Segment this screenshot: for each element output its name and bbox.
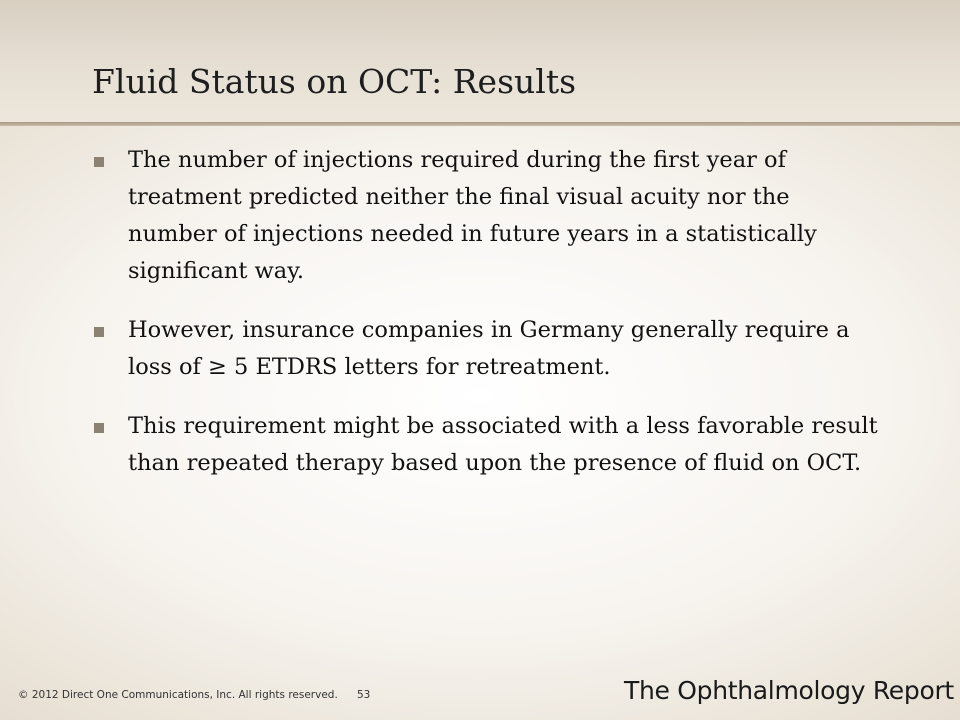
title-divider — [0, 122, 960, 126]
publisher-logo: The Ophthalmology Report — [624, 676, 954, 705]
footer-copyright: © 2012 Direct One Communications, Inc. All rights reserved. — [18, 689, 338, 701]
square-bullet-icon — [94, 423, 104, 433]
page-number: 53 — [357, 689, 371, 701]
slide-title: Fluid Status on OCT: Results — [92, 62, 577, 101]
square-bullet-icon — [94, 327, 104, 337]
bullet-list — [92, 142, 882, 504]
square-bullet-icon — [94, 157, 104, 167]
bullet-text: The number of injections required during the first year of treatment predicted neither the final visual acuity nor the number of injections needed in future years in a statistically significant way. — [128, 147, 817, 284]
bullet-text: However, insurance companies in Germany generally require a loss of ≥ 5 ETDRS letters for retreatment. — [128, 317, 850, 380]
bullet-item — [92, 408, 882, 482]
bullet-item — [92, 142, 882, 290]
bullet-text: This requirement might be associated with a less favorable result than repeated therapy based upon the presence of fluid on OCT. — [128, 413, 878, 476]
bullet-item — [92, 312, 882, 386]
